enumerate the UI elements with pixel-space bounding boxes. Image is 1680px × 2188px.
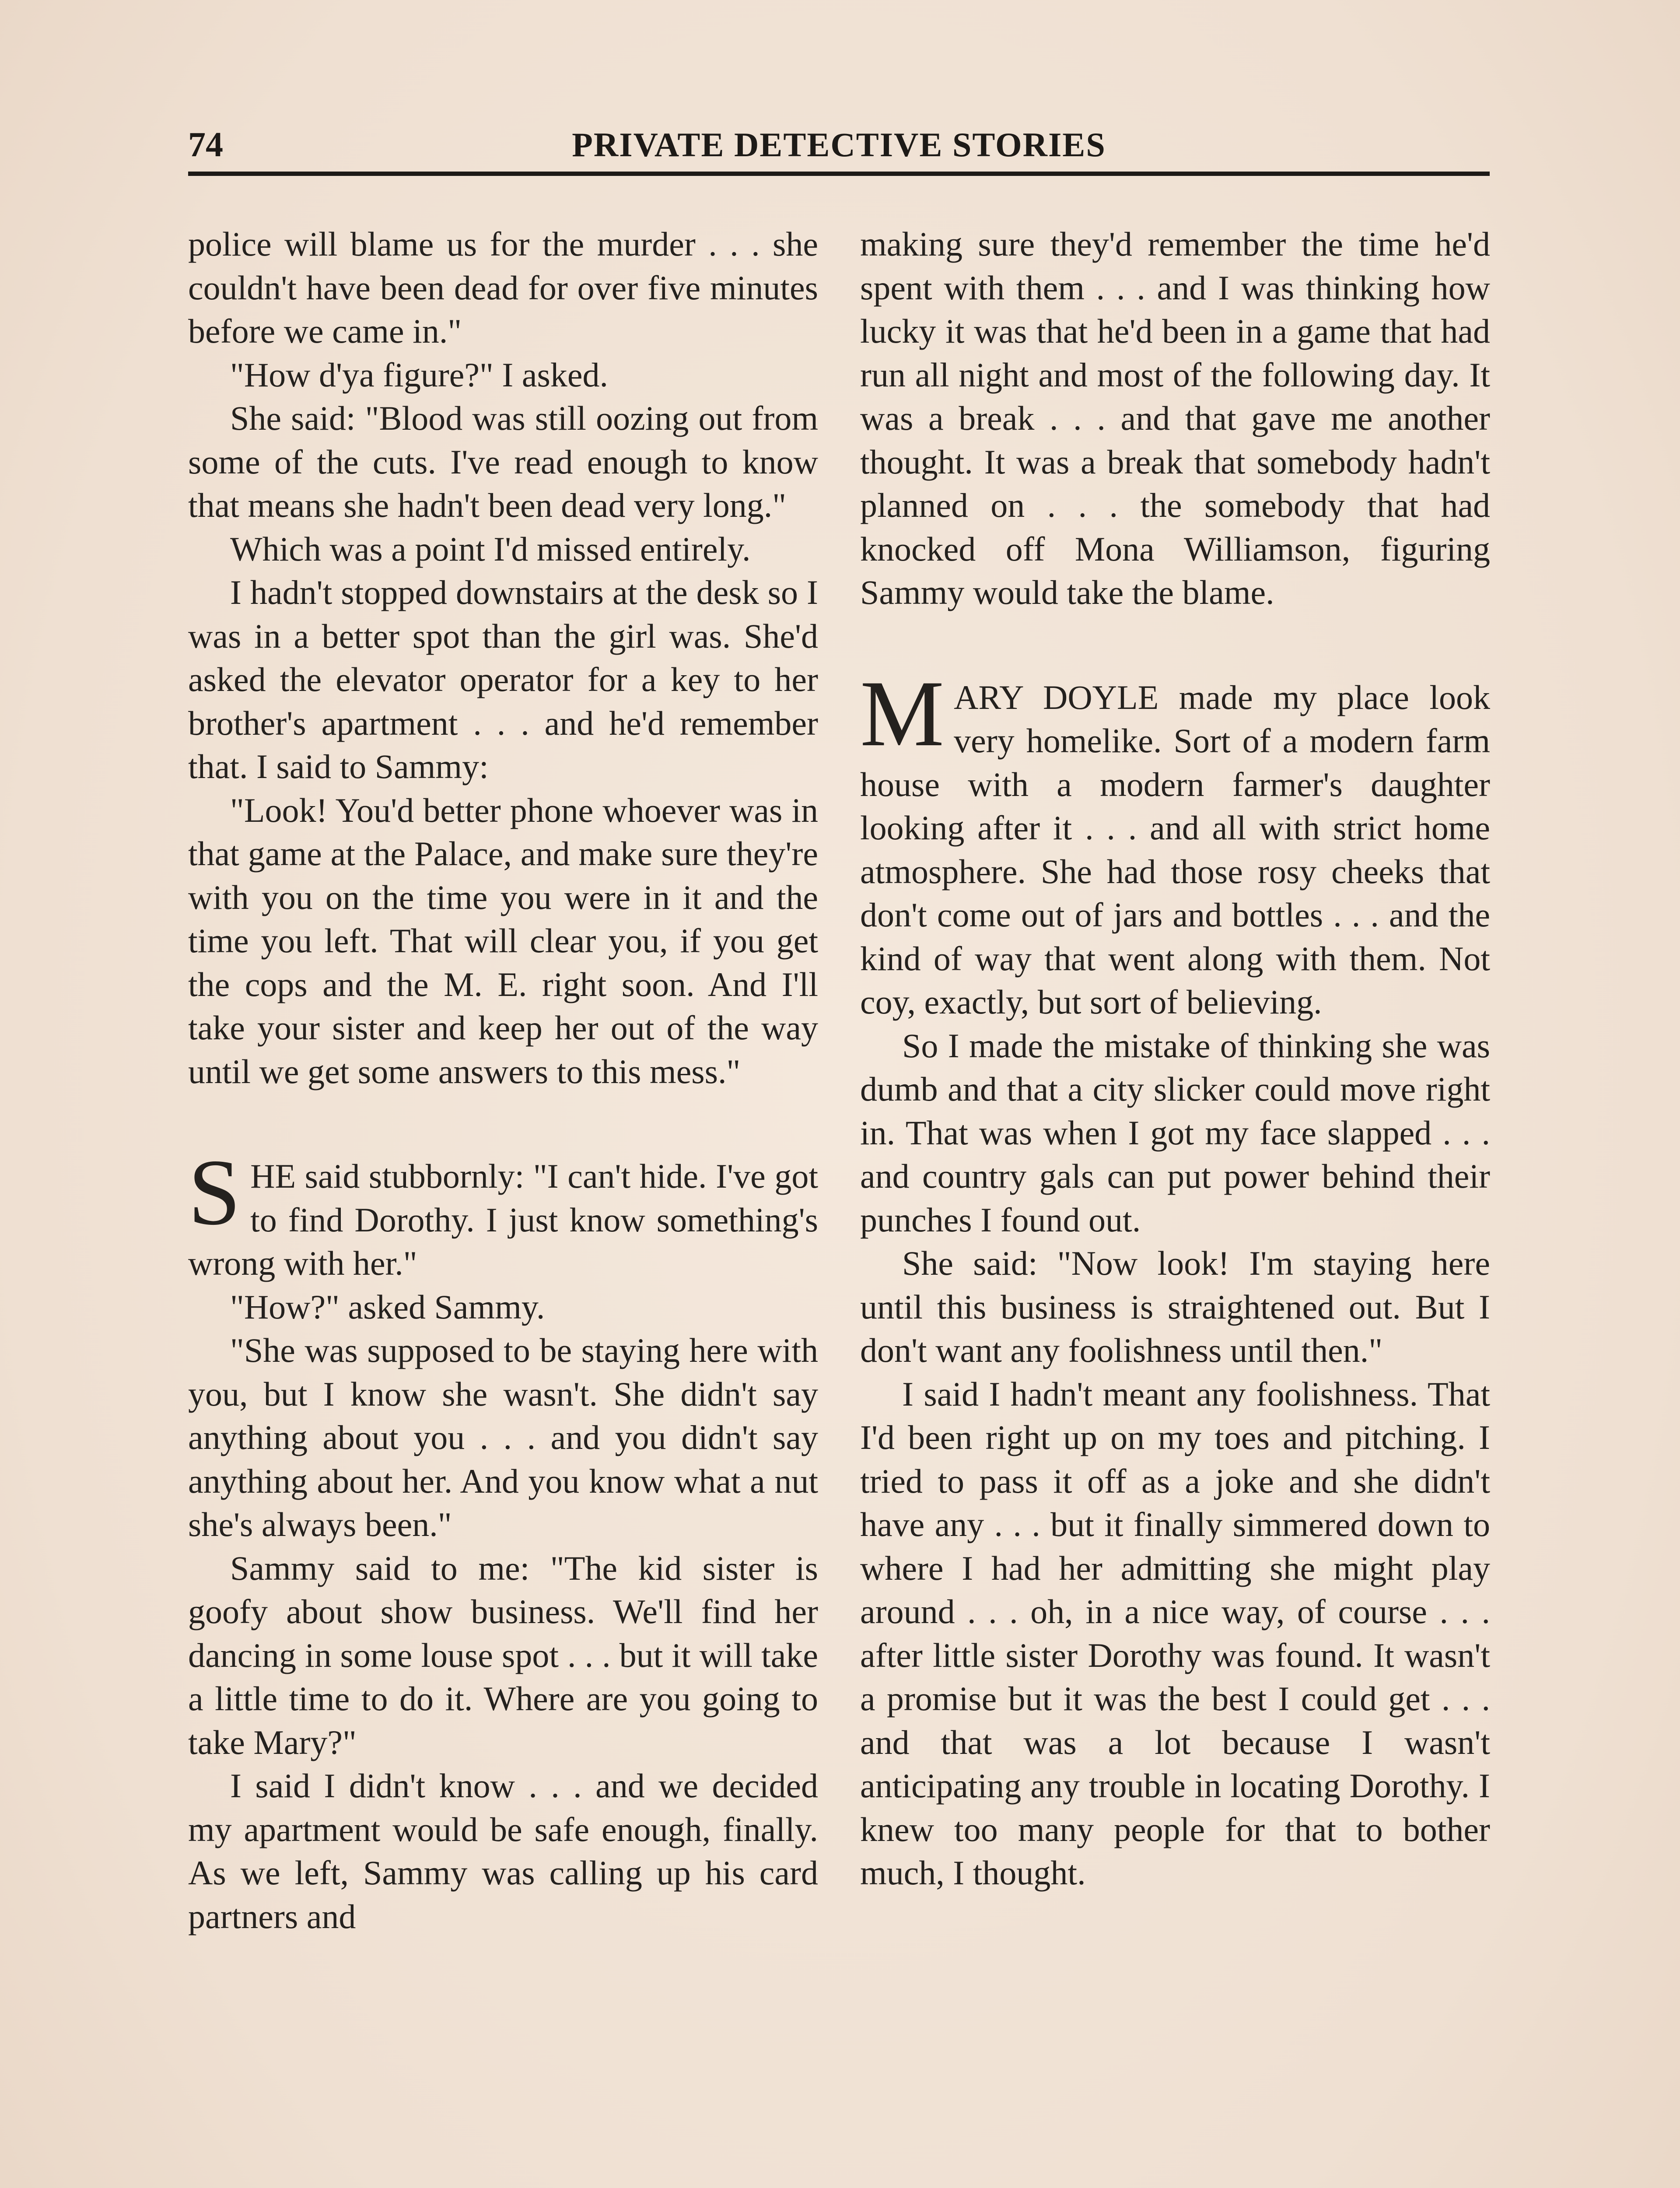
paragraph: "How d'ya figure?" I asked. xyxy=(230,355,608,394)
paragraph: She said: "Now look! I'm staying here until this business is straightened out. But I don't want any foolishness until then." xyxy=(860,1244,1490,1369)
drop-cap: M xyxy=(860,661,945,766)
section-opening-paragraph xyxy=(188,1140,818,1285)
page-number: 74 xyxy=(188,126,223,164)
section-opening-text: ARY DOYLE made my place look very homelike. Sort of a modern farm house with a modern farmer's daughter looking after it . . . and all with strict home atmosphere. She had those rosy cheeks that don't come out of jars and bottles . . . and the kind of way that went along with them. Not coy, exactly, but sort of believing. xyxy=(860,678,1490,1021)
paragraph: "She was supposed to be staying here with you, but I know she wasn't. She didn't say anything about you . . . and you didn't say anything about her. And you know what a nut she's always been." xyxy=(188,1331,818,1543)
section-opening-paragraph xyxy=(860,661,1490,1024)
paragraph: I said I didn't know . . . and we decided my apartment would be safe enough, finally. As we left, Sammy was calling up his card partners and xyxy=(188,1767,818,1936)
paragraph: Which was a point I'd missed entirely. xyxy=(230,529,751,568)
left-column xyxy=(188,222,818,1938)
paragraph: "Look! You'd better phone whoever was in that game at the Palace, and make sure they're with you on the time you were in it and the time you left. That will clear you, if you get the cops and the M. E. right soon. And I'll take your sister and keep her out of the way until we get some answers to this mess." xyxy=(188,791,818,1090)
running-title: PRIVATE DETECTIVE STORIES xyxy=(572,126,1106,164)
drop-cap: S xyxy=(188,1140,241,1245)
section-opening-text: HE said stubbornly: "I can't hide. I've got to find Dorothy. I just know something's wrong with her." xyxy=(188,1157,818,1282)
paragraph: police will blame us for the murder . . . she couldn't have been dead for over five minutes before we came in." xyxy=(188,225,818,350)
paragraph: So I made the mistake of thinking she was dumb and that a city slicker could move right in. That was when I got my face slapped . . . and country gals can put power behind their punches I found out. xyxy=(860,1026,1490,1239)
paragraph: She said: "Blood was still oozing out from some of the cuts. I've read enough to know that means she hadn't been dead very long." xyxy=(188,399,818,524)
paragraph: Sammy said to me: "The kid sister is goofy about show business. We'll find her dancing in some louse spot . . . but it will take a little time to do it. Where are you going to take Mary?" xyxy=(188,1549,818,1761)
page-header xyxy=(188,123,1490,176)
paragraph: making sure they'd remember the time he'd spent with them . . . and I was thinking how lucky it was that he'd been in a game that had run all night and most of the following day. It was a break . . . and that gave me another thought. It was a break that somebody hadn't planned on . . . the somebody that had knocked off Mona Williamson, figuring Sammy would take the blame. xyxy=(860,225,1490,611)
paragraph: "How?" asked Sammy. xyxy=(230,1287,545,1326)
paragraph: I hadn't stopped downstairs at the desk so I was in a better spot than the girl was. She'd asked the elevator operator for a key to her brother's apartment . . . and he'd remember that. I said to Sammy: xyxy=(188,573,818,785)
paragraph: I said I hadn't meant any foolishness. That I'd been right up on my toes and pitching. I tried to pass it off as a joke and she didn't have any . . . but it finally simmered down to where I had her admitting she might play around . . . oh, in a nice way, of course . . . after little sister Dorothy was found. It wasn't a promise but it was the best I could get . . . and that was a lot because I wasn't anticipating any trouble in locating Dorothy. I knew too many people for that to bother much, I thought. xyxy=(860,1375,1490,1892)
right-column xyxy=(860,222,1490,1895)
